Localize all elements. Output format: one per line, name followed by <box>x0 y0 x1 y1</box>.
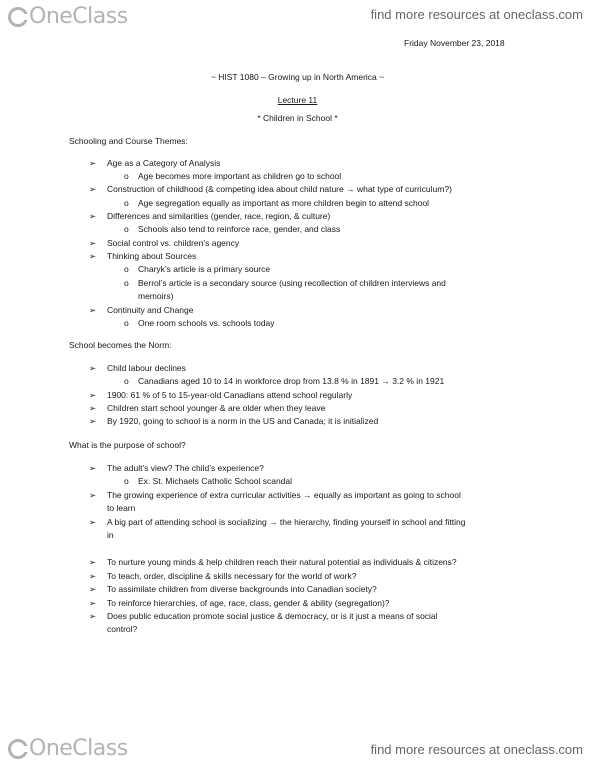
arrow-bullet-icon: ➢ <box>89 363 97 373</box>
promo-link[interactable]: find more resources at oneclass.com <box>370 742 583 757</box>
section-heading: Schooling and Course Themes: <box>69 136 188 146</box>
list-item: ➢ Social control vs. children’s agency <box>89 238 240 248</box>
arrow-bullet-icon: ➢ <box>89 211 97 221</box>
list-item: ➢ The adult’s view? The child’s experience? <box>89 463 264 473</box>
oneclass-logo[interactable] <box>8 4 128 29</box>
list-item: ➢ To assimilate children from diverse backgrounds into Canadian society? <box>89 584 377 594</box>
list-item: ➢ Continuity and Change <box>89 305 194 315</box>
list-item: ➢ Differences and similarities (gender, race, region, & culture) <box>89 211 331 221</box>
list-item-continuation: in <box>107 530 114 540</box>
list-item: ➢ By 1920, going to school is a norm in the US and Canada; it is initialized <box>89 416 379 426</box>
list-item-continuation: control? <box>107 624 138 634</box>
list-item: ➢ To teach, order, discipline & skills necessary for the world of work? <box>89 571 357 581</box>
list-item: o Charyk’s article is a primary source <box>124 264 271 274</box>
topic-title: * Children in School * <box>257 113 338 123</box>
arrow-bullet-icon: ➢ <box>89 611 97 621</box>
list-item: o Schools also tend to reinforce race, gender, and class <box>124 224 341 234</box>
arrow-bullet-icon: ➢ <box>89 571 97 581</box>
circle-bullet-icon: o <box>124 318 129 328</box>
list-item: o Age segregation equally as important as more children begin to attend school <box>124 198 430 208</box>
course-title: ~ HIST 1080 – Growing up in North America ~ <box>210 72 385 82</box>
arrow-bullet-icon: ➢ <box>89 598 97 608</box>
circle-bullet-icon: o <box>124 476 129 486</box>
logo-text: OneClass <box>29 736 128 761</box>
circle-bullet-icon: o <box>124 198 129 208</box>
list-item: ➢ Age as a Category of Analysis <box>89 158 221 168</box>
list-item: o One room schools vs. schools today <box>124 318 275 328</box>
list-item: ➢ To nurture young minds & help children reach their natural potential as individuals & citizens? <box>89 557 457 567</box>
circle-bullet-icon: o <box>124 264 129 274</box>
arrow-bullet-icon: ➢ <box>89 305 97 315</box>
list-item: o Ex. St. Michaels Catholic School scandal <box>124 476 293 486</box>
list-item: o Age becomes more important as children go to school <box>124 171 342 181</box>
arrow-bullet-icon: ➢ <box>89 238 97 248</box>
list-item: ➢ Child labour declines <box>89 363 186 373</box>
logo-text: OneClass <box>29 4 128 29</box>
oneclass-logo-icon <box>8 739 28 759</box>
list-item: ➢ The growing experience of extra curricular activities → equally as important as going to school <box>89 490 461 500</box>
arrow-bullet-icon: ➢ <box>89 584 97 594</box>
list-item: o Berrol’s article is a secondary source (using recollection of children interviews and <box>124 278 446 288</box>
arrow-bullet-icon: ➢ <box>89 184 97 194</box>
lecture-title: Lecture 11 <box>277 95 318 105</box>
list-item: ➢ A big part of attending school is socializing → the hierarchy, finding yourself in school and fitting <box>89 517 466 527</box>
list-item: ➢ Construction of childhood (& competing idea about child nature → what type of curriculum?) <box>89 184 452 194</box>
list-item: ➢ 1900: 61 % of 5 to 15-year-old Canadians attend school regularly <box>89 390 353 400</box>
arrow-bullet-icon: ➢ <box>89 251 97 261</box>
arrow-bullet-icon: ➢ <box>89 403 97 413</box>
arrow-bullet-icon: ➢ <box>89 158 97 168</box>
oneclass-logo[interactable] <box>8 736 128 761</box>
arrow-bullet-icon: ➢ <box>89 490 97 500</box>
list-item: ➢ To reinforce hierarchies, of age, race, class, gender & ability (segregation)? <box>89 598 390 608</box>
list-item-continuation: to learn <box>107 503 136 513</box>
arrow-bullet-icon: ➢ <box>89 557 97 567</box>
document-date: Friday November 23, 2018 <box>404 38 505 48</box>
list-item-continuation: memoirs) <box>138 291 174 301</box>
arrow-bullet-icon: ➢ <box>89 517 97 527</box>
section-heading: School becomes the Norm: <box>69 340 172 350</box>
promo-link[interactable]: find more resources at oneclass.com <box>370 7 583 22</box>
list-item: ➢ Thinking about Sources <box>89 251 197 261</box>
circle-bullet-icon: o <box>124 171 129 181</box>
circle-bullet-icon: o <box>124 376 129 386</box>
list-item: ➢ Does public education promote social justice & democracy, or is it just a means of social <box>89 611 438 621</box>
circle-bullet-icon: o <box>124 224 129 234</box>
arrow-bullet-icon: ➢ <box>89 390 97 400</box>
oneclass-logo-icon <box>8 7 28 27</box>
arrow-bullet-icon: ➢ <box>89 463 97 473</box>
section-heading: What is the purpose of school? <box>69 440 186 450</box>
circle-bullet-icon: o <box>124 278 129 288</box>
arrow-bullet-icon: ➢ <box>89 416 97 426</box>
list-item: o Canadians aged 10 to 14 in workforce drop from 13.8 % in 1891 → 3.2 % in 1921 <box>124 376 445 386</box>
list-item: ➢ Children start school younger & are older when they leave <box>89 403 326 413</box>
